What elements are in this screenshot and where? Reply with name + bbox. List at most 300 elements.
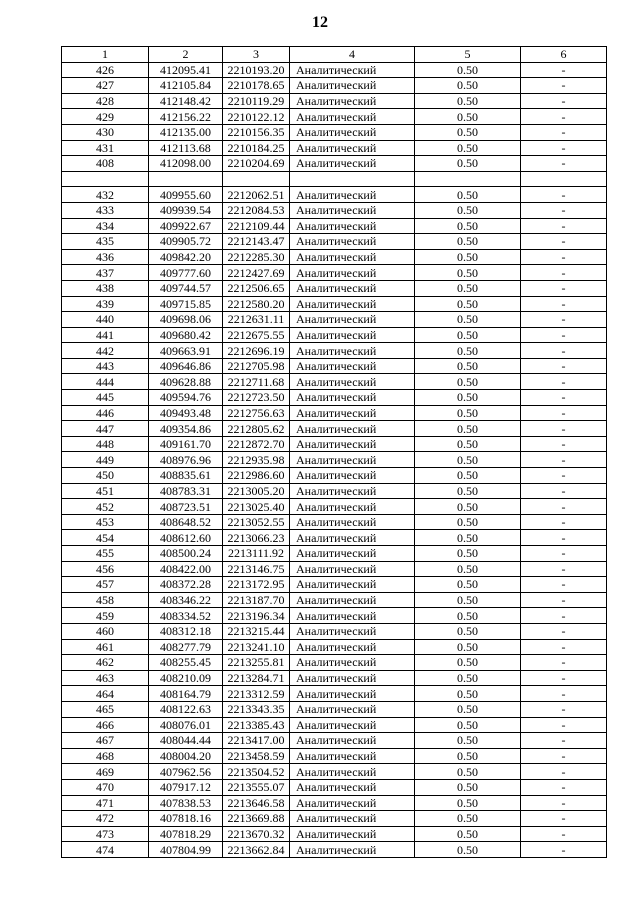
point-number-cell: 434 xyxy=(62,218,149,234)
y-coordinate-cell: 2212285.30 xyxy=(223,249,290,265)
method-cell: Аналитический xyxy=(290,686,415,702)
y-coordinate-cell: 2213005.20 xyxy=(223,483,290,499)
note-cell: - xyxy=(521,187,607,203)
note-cell: - xyxy=(521,390,607,406)
method-cell: Аналитический xyxy=(290,779,415,795)
accuracy-cell: 0.50 xyxy=(415,733,521,749)
method-cell: Аналитический xyxy=(290,561,415,577)
table-row xyxy=(62,187,607,203)
y-coordinate-cell: 2212506.65 xyxy=(223,280,290,296)
x-coordinate-cell: 409955.60 xyxy=(149,187,223,203)
accuracy-cell: 0.50 xyxy=(415,623,521,639)
method-cell: Аналитический xyxy=(290,452,415,468)
table-row xyxy=(62,249,607,265)
note-cell: - xyxy=(521,592,607,608)
y-coordinate-cell: 2210122.12 xyxy=(223,109,290,125)
note-cell: - xyxy=(521,78,607,94)
y-coordinate-cell: 2212062.51 xyxy=(223,187,290,203)
method-cell: Аналитический xyxy=(290,701,415,717)
x-coordinate-cell: 408277.79 xyxy=(149,639,223,655)
method-cell: Аналитический xyxy=(290,530,415,546)
table-row xyxy=(62,733,607,749)
point-number-cell: 433 xyxy=(62,202,149,218)
x-coordinate-cell: 407917.12 xyxy=(149,779,223,795)
x-coordinate-cell: 407818.16 xyxy=(149,811,223,827)
accuracy-cell: 0.50 xyxy=(415,514,521,530)
point-number-cell: 430 xyxy=(62,124,149,140)
point-number-cell: 454 xyxy=(62,530,149,546)
method-cell: Аналитический xyxy=(290,826,415,842)
table-row xyxy=(62,701,607,717)
point-number-cell: 445 xyxy=(62,390,149,406)
y-coordinate-cell: 2213241.10 xyxy=(223,639,290,655)
x-coordinate-cell: 407804.99 xyxy=(149,842,223,858)
accuracy-cell: 0.50 xyxy=(415,187,521,203)
point-number-cell: 408 xyxy=(62,156,149,172)
table-row xyxy=(62,218,607,234)
method-cell: Аналитический xyxy=(290,140,415,156)
table-row xyxy=(62,655,607,671)
x-coordinate-cell: 409939.54 xyxy=(149,202,223,218)
note-cell: - xyxy=(521,795,607,811)
method-cell: Аналитический xyxy=(290,483,415,499)
method-cell: Аналитический xyxy=(290,421,415,437)
accuracy-cell: 0.50 xyxy=(415,577,521,593)
x-coordinate-cell: 409354.86 xyxy=(149,421,223,437)
note-cell: - xyxy=(521,436,607,452)
point-number-cell: 468 xyxy=(62,748,149,764)
point-number-cell: 461 xyxy=(62,639,149,655)
empty-cell xyxy=(223,171,290,187)
point-number-cell: 452 xyxy=(62,499,149,515)
method-cell: Аналитический xyxy=(290,842,415,858)
y-coordinate-cell: 2212675.55 xyxy=(223,327,290,343)
note-cell: - xyxy=(521,140,607,156)
y-coordinate-cell: 2213111.92 xyxy=(223,546,290,562)
note-cell: - xyxy=(521,748,607,764)
point-number-cell: 440 xyxy=(62,312,149,328)
y-coordinate-cell: 2213343.35 xyxy=(223,701,290,717)
note-cell: - xyxy=(521,826,607,842)
table-row xyxy=(62,499,607,515)
point-number-cell: 439 xyxy=(62,296,149,312)
method-cell: Аналитический xyxy=(290,249,415,265)
table-row xyxy=(62,592,607,608)
y-coordinate-cell: 2212805.62 xyxy=(223,421,290,437)
table-header-row xyxy=(62,47,607,63)
note-cell: - xyxy=(521,701,607,717)
note-cell: - xyxy=(521,202,607,218)
table-row xyxy=(62,686,607,702)
note-cell: - xyxy=(521,623,607,639)
note-cell: - xyxy=(521,62,607,78)
x-coordinate-cell: 408122.63 xyxy=(149,701,223,717)
note-cell: - xyxy=(521,358,607,374)
note-cell: - xyxy=(521,93,607,109)
x-coordinate-cell: 412098.00 xyxy=(149,156,223,172)
x-coordinate-cell: 409842.20 xyxy=(149,249,223,265)
point-number-cell: 456 xyxy=(62,561,149,577)
x-coordinate-cell: 408164.79 xyxy=(149,686,223,702)
point-number-cell: 429 xyxy=(62,109,149,125)
note-cell: - xyxy=(521,530,607,546)
y-coordinate-cell: 2210178.65 xyxy=(223,78,290,94)
point-number-cell: 471 xyxy=(62,795,149,811)
x-coordinate-cell: 408976.96 xyxy=(149,452,223,468)
note-cell: - xyxy=(521,811,607,827)
method-cell: Аналитический xyxy=(290,78,415,94)
note-cell: - xyxy=(521,296,607,312)
point-number-cell: 474 xyxy=(62,842,149,858)
x-coordinate-cell: 409161.70 xyxy=(149,436,223,452)
note-cell: - xyxy=(521,764,607,780)
accuracy-cell: 0.50 xyxy=(415,701,521,717)
table-row xyxy=(62,608,607,624)
note-cell: - xyxy=(521,234,607,250)
table-row xyxy=(62,109,607,125)
method-cell: Аналитический xyxy=(290,265,415,281)
method-cell: Аналитический xyxy=(290,280,415,296)
coordinates-table xyxy=(61,46,607,858)
x-coordinate-cell: 408004.20 xyxy=(149,748,223,764)
accuracy-cell: 0.50 xyxy=(415,468,521,484)
method-cell: Аналитический xyxy=(290,218,415,234)
table-row xyxy=(62,202,607,218)
point-number-cell: 453 xyxy=(62,514,149,530)
y-coordinate-cell: 2213187.70 xyxy=(223,592,290,608)
point-number-cell: 427 xyxy=(62,78,149,94)
accuracy-cell: 0.50 xyxy=(415,296,521,312)
x-coordinate-cell: 412156.22 xyxy=(149,109,223,125)
accuracy-cell: 0.50 xyxy=(415,249,521,265)
x-coordinate-cell: 408210.09 xyxy=(149,670,223,686)
y-coordinate-cell: 2212705.98 xyxy=(223,358,290,374)
x-coordinate-cell: 408312.18 xyxy=(149,623,223,639)
note-cell: - xyxy=(521,327,607,343)
x-coordinate-cell: 409628.88 xyxy=(149,374,223,390)
column-header: 6 xyxy=(521,47,607,63)
y-coordinate-cell: 2210184.25 xyxy=(223,140,290,156)
method-cell: Аналитический xyxy=(290,358,415,374)
x-coordinate-cell: 409646.86 xyxy=(149,358,223,374)
y-coordinate-cell: 2210204.69 xyxy=(223,156,290,172)
table-row xyxy=(62,483,607,499)
table-row xyxy=(62,811,607,827)
x-coordinate-cell: 408076.01 xyxy=(149,717,223,733)
x-coordinate-cell: 408835.61 xyxy=(149,468,223,484)
note-cell: - xyxy=(521,639,607,655)
y-coordinate-cell: 2212427.69 xyxy=(223,265,290,281)
accuracy-cell: 0.50 xyxy=(415,452,521,468)
table-row xyxy=(62,826,607,842)
y-coordinate-cell: 2212084.53 xyxy=(223,202,290,218)
x-coordinate-cell: 408346.22 xyxy=(149,592,223,608)
method-cell: Аналитический xyxy=(290,62,415,78)
point-number-cell: 448 xyxy=(62,436,149,452)
column-header: 4 xyxy=(290,47,415,63)
y-coordinate-cell: 2212143.47 xyxy=(223,234,290,250)
table-row xyxy=(62,140,607,156)
y-coordinate-cell: 2212631.11 xyxy=(223,312,290,328)
method-cell: Аналитический xyxy=(290,468,415,484)
method-cell: Аналитический xyxy=(290,405,415,421)
y-coordinate-cell: 2213196.34 xyxy=(223,608,290,624)
method-cell: Аналитический xyxy=(290,546,415,562)
empty-cell xyxy=(62,171,149,187)
column-header: 5 xyxy=(415,47,521,63)
table-row xyxy=(62,561,607,577)
table-row xyxy=(62,405,607,421)
table-row xyxy=(62,124,607,140)
method-cell: Аналитический xyxy=(290,608,415,624)
note-cell: - xyxy=(521,499,607,515)
y-coordinate-cell: 2213670.32 xyxy=(223,826,290,842)
note-cell: - xyxy=(521,124,607,140)
note-cell: - xyxy=(521,265,607,281)
y-coordinate-cell: 2212756.63 xyxy=(223,405,290,421)
x-coordinate-cell: 412135.00 xyxy=(149,124,223,140)
accuracy-cell: 0.50 xyxy=(415,639,521,655)
method-cell: Аналитический xyxy=(290,717,415,733)
note-cell: - xyxy=(521,218,607,234)
column-header: 1 xyxy=(62,47,149,63)
point-number-cell: 467 xyxy=(62,733,149,749)
accuracy-cell: 0.50 xyxy=(415,140,521,156)
method-cell: Аналитический xyxy=(290,577,415,593)
accuracy-cell: 0.50 xyxy=(415,62,521,78)
note-cell: - xyxy=(521,249,607,265)
method-cell: Аналитический xyxy=(290,655,415,671)
y-coordinate-cell: 2213385.43 xyxy=(223,717,290,733)
accuracy-cell: 0.50 xyxy=(415,421,521,437)
accuracy-cell: 0.50 xyxy=(415,655,521,671)
accuracy-cell: 0.50 xyxy=(415,546,521,562)
y-coordinate-cell: 2213646.58 xyxy=(223,795,290,811)
accuracy-cell: 0.50 xyxy=(415,218,521,234)
x-coordinate-cell: 408648.52 xyxy=(149,514,223,530)
y-coordinate-cell: 2210193.20 xyxy=(223,62,290,78)
method-cell: Аналитический xyxy=(290,811,415,827)
y-coordinate-cell: 2213555.07 xyxy=(223,779,290,795)
accuracy-cell: 0.50 xyxy=(415,561,521,577)
y-coordinate-cell: 2213215.44 xyxy=(223,623,290,639)
note-cell: - xyxy=(521,452,607,468)
y-coordinate-cell: 2213066.23 xyxy=(223,530,290,546)
x-coordinate-cell: 408783.31 xyxy=(149,483,223,499)
table-row xyxy=(62,296,607,312)
accuracy-cell: 0.50 xyxy=(415,717,521,733)
method-cell: Аналитический xyxy=(290,93,415,109)
accuracy-cell: 0.50 xyxy=(415,405,521,421)
empty-cell xyxy=(149,171,223,187)
y-coordinate-cell: 2212711.68 xyxy=(223,374,290,390)
y-coordinate-cell: 2213504.52 xyxy=(223,764,290,780)
accuracy-cell: 0.50 xyxy=(415,234,521,250)
y-coordinate-cell: 2212872.70 xyxy=(223,436,290,452)
x-coordinate-cell: 408044.44 xyxy=(149,733,223,749)
note-cell: - xyxy=(521,374,607,390)
x-coordinate-cell: 409680.42 xyxy=(149,327,223,343)
note-cell: - xyxy=(521,842,607,858)
y-coordinate-cell: 2213669.88 xyxy=(223,811,290,827)
note-cell: - xyxy=(521,686,607,702)
contour-separator-row xyxy=(62,171,607,187)
x-coordinate-cell: 408334.52 xyxy=(149,608,223,624)
point-number-cell: 431 xyxy=(62,140,149,156)
note-cell: - xyxy=(521,405,607,421)
accuracy-cell: 0.50 xyxy=(415,280,521,296)
x-coordinate-cell: 409663.91 xyxy=(149,343,223,359)
point-number-cell: 473 xyxy=(62,826,149,842)
method-cell: Аналитический xyxy=(290,187,415,203)
accuracy-cell: 0.50 xyxy=(415,124,521,140)
accuracy-cell: 0.50 xyxy=(415,499,521,515)
note-cell: - xyxy=(521,779,607,795)
accuracy-cell: 0.50 xyxy=(415,93,521,109)
y-coordinate-cell: 2212696.19 xyxy=(223,343,290,359)
point-number-cell: 432 xyxy=(62,187,149,203)
accuracy-cell: 0.50 xyxy=(415,842,521,858)
method-cell: Аналитический xyxy=(290,296,415,312)
point-number-cell: 458 xyxy=(62,592,149,608)
method-cell: Аналитический xyxy=(290,374,415,390)
accuracy-cell: 0.50 xyxy=(415,779,521,795)
x-coordinate-cell: 412148.42 xyxy=(149,93,223,109)
x-coordinate-cell: 409744.57 xyxy=(149,280,223,296)
point-number-cell: 460 xyxy=(62,623,149,639)
y-coordinate-cell: 2213052.55 xyxy=(223,514,290,530)
table-row xyxy=(62,546,607,562)
method-cell: Аналитический xyxy=(290,436,415,452)
empty-cell xyxy=(290,171,415,187)
table-row xyxy=(62,670,607,686)
accuracy-cell: 0.50 xyxy=(415,327,521,343)
accuracy-cell: 0.50 xyxy=(415,358,521,374)
table-row xyxy=(62,265,607,281)
table-row xyxy=(62,764,607,780)
accuracy-cell: 0.50 xyxy=(415,156,521,172)
method-cell: Аналитический xyxy=(290,764,415,780)
x-coordinate-cell: 408372.28 xyxy=(149,577,223,593)
accuracy-cell: 0.50 xyxy=(415,202,521,218)
table-row xyxy=(62,156,607,172)
y-coordinate-cell: 2213662.84 xyxy=(223,842,290,858)
point-number-cell: 447 xyxy=(62,421,149,437)
accuracy-cell: 0.50 xyxy=(415,78,521,94)
empty-cell xyxy=(415,171,521,187)
note-cell: - xyxy=(521,670,607,686)
table-row xyxy=(62,748,607,764)
point-number-cell: 455 xyxy=(62,546,149,562)
y-coordinate-cell: 2213417.00 xyxy=(223,733,290,749)
table-row xyxy=(62,779,607,795)
note-cell: - xyxy=(521,156,607,172)
point-number-cell: 443 xyxy=(62,358,149,374)
table-row xyxy=(62,436,607,452)
accuracy-cell: 0.50 xyxy=(415,748,521,764)
table-row xyxy=(62,421,607,437)
note-cell: - xyxy=(521,343,607,359)
point-number-cell: 449 xyxy=(62,452,149,468)
point-number-cell: 451 xyxy=(62,483,149,499)
table-row xyxy=(62,327,607,343)
x-coordinate-cell: 409698.06 xyxy=(149,312,223,328)
point-number-cell: 426 xyxy=(62,62,149,78)
x-coordinate-cell: 412105.84 xyxy=(149,78,223,94)
accuracy-cell: 0.50 xyxy=(415,374,521,390)
point-number-cell: 441 xyxy=(62,327,149,343)
x-coordinate-cell: 407838.53 xyxy=(149,795,223,811)
accuracy-cell: 0.50 xyxy=(415,795,521,811)
accuracy-cell: 0.50 xyxy=(415,592,521,608)
table-row xyxy=(62,93,607,109)
accuracy-cell: 0.50 xyxy=(415,608,521,624)
table-row xyxy=(62,639,607,655)
note-cell: - xyxy=(521,733,607,749)
table-row xyxy=(62,795,607,811)
accuracy-cell: 0.50 xyxy=(415,312,521,328)
method-cell: Аналитический xyxy=(290,202,415,218)
accuracy-cell: 0.50 xyxy=(415,436,521,452)
table-row xyxy=(62,62,607,78)
accuracy-cell: 0.50 xyxy=(415,343,521,359)
y-coordinate-cell: 2213146.75 xyxy=(223,561,290,577)
y-coordinate-cell: 2213284.71 xyxy=(223,670,290,686)
method-cell: Аналитический xyxy=(290,592,415,608)
note-cell: - xyxy=(521,655,607,671)
table-row xyxy=(62,514,607,530)
table-row xyxy=(62,717,607,733)
table-row xyxy=(62,390,607,406)
point-number-cell: 463 xyxy=(62,670,149,686)
y-coordinate-cell: 2213458.59 xyxy=(223,748,290,764)
table-row xyxy=(62,343,607,359)
point-number-cell: 428 xyxy=(62,93,149,109)
x-coordinate-cell: 407818.29 xyxy=(149,826,223,842)
note-cell: - xyxy=(521,421,607,437)
point-number-cell: 446 xyxy=(62,405,149,421)
method-cell: Аналитический xyxy=(290,124,415,140)
point-number-cell: 469 xyxy=(62,764,149,780)
x-coordinate-cell: 409493.48 xyxy=(149,405,223,421)
table-row xyxy=(62,78,607,94)
method-cell: Аналитический xyxy=(290,639,415,655)
table-row xyxy=(62,312,607,328)
x-coordinate-cell: 409905.72 xyxy=(149,234,223,250)
x-coordinate-cell: 409594.76 xyxy=(149,390,223,406)
y-coordinate-cell: 2213255.81 xyxy=(223,655,290,671)
accuracy-cell: 0.50 xyxy=(415,686,521,702)
accuracy-cell: 0.50 xyxy=(415,390,521,406)
x-coordinate-cell: 412113.68 xyxy=(149,140,223,156)
note-cell: - xyxy=(521,608,607,624)
method-cell: Аналитический xyxy=(290,514,415,530)
note-cell: - xyxy=(521,280,607,296)
table-row xyxy=(62,280,607,296)
point-number-cell: 442 xyxy=(62,343,149,359)
method-cell: Аналитический xyxy=(290,234,415,250)
accuracy-cell: 0.50 xyxy=(415,265,521,281)
x-coordinate-cell: 407962.56 xyxy=(149,764,223,780)
x-coordinate-cell: 408500.24 xyxy=(149,546,223,562)
method-cell: Аналитический xyxy=(290,795,415,811)
point-number-cell: 457 xyxy=(62,577,149,593)
x-coordinate-cell: 408422.00 xyxy=(149,561,223,577)
x-coordinate-cell: 408723.51 xyxy=(149,499,223,515)
note-cell: - xyxy=(521,577,607,593)
y-coordinate-cell: 2210119.29 xyxy=(223,93,290,109)
method-cell: Аналитический xyxy=(290,733,415,749)
